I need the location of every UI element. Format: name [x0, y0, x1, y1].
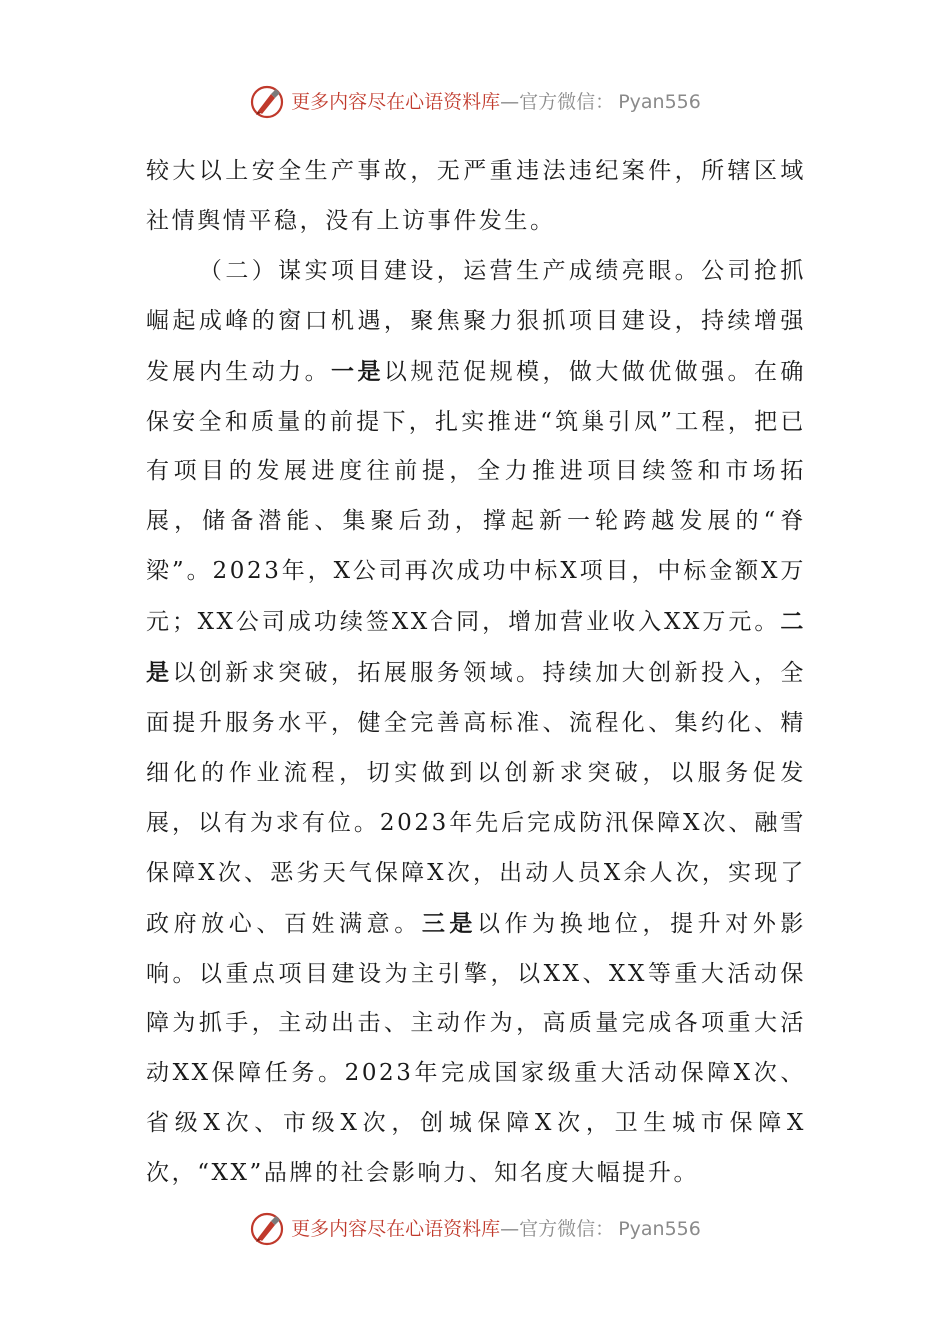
header-banner — [0, 84, 950, 120]
lead-second: 二是 — [146, 608, 806, 687]
pen-nib-logo-icon — [249, 1211, 285, 1247]
banner-text — [291, 1211, 701, 1247]
point-first: 以规范促规模，做大做优做强。在确保安全和质量的前提下，扎实推进“筑巢引凤”工程，把已有项目的发展进度往前提，全力推进项目续签和市场拓展，储备潜能、集聚后劲，撑起新一轮跨越发展的“脊梁”。2023年，X公司再次成功中标X项目，中标金额X万元；XX公司成功续签XX合同，增加营业收入XX万元。 — [146, 358, 806, 636]
banner-wechat-id: Pyan556 — [618, 1218, 701, 1240]
banner-wechat-label: 官方微信： — [519, 91, 615, 113]
banner-site-text: 更多内容尽在心语资料库 — [291, 91, 501, 113]
point-third: 以作为换地位，提升对外影响。以重点项目建设为主引擎，以XX、XX等重大活动保障为抓手，主动出击、主动作为，高质量完成各项重大活动XX保障任务。2023年完成国家级重大活动保障X次、省级X次、市级X次，创城保障X次，卫生城市保障X次，“XX”品牌的社会影响力、知名度大幅提升。 — [146, 910, 807, 1187]
point-second: 以创新求突破，拓展服务领域。持续加大创新投入，全面提升服务水平，健全完善高标准、流程化、集约化、精细化的作业流程，切实做到以创新求突破，以服务促发展，以有为求有位。2023年先后完成防汛保障X次、融雪保障X次、恶劣天气保障X次，出动人员X余人次，实现了政府放心、百姓满意。 — [146, 660, 806, 937]
banner-dash: — — [500, 91, 520, 113]
banner-text — [291, 84, 701, 120]
paragraph-project-construction — [146, 247, 806, 1199]
lead-third: 三是 — [421, 909, 477, 937]
lead-first: 一是 — [331, 357, 384, 385]
banner-wechat-label: 官方微信： — [519, 1218, 615, 1240]
banner-dash: — — [500, 1218, 520, 1240]
section-intro: （二）谋实项目建设，运营生产成绩亮眼。公司抢抓崛起成峰的窗口机遇，聚焦聚力狠抓项目建设，持续增强发展内生动力。 — [146, 257, 806, 385]
pen-nib-logo-icon — [249, 84, 285, 120]
footer-banner — [0, 1211, 950, 1247]
banner-wechat-id: Pyan556 — [618, 91, 701, 113]
paragraph-continued: 较大以上安全生产事故，无严重违法违纪案件，所辖区域社情舆情平稳，没有上访事件发生。 — [146, 158, 806, 234]
banner-site-text: 更多内容尽在心语资料库 — [291, 1218, 501, 1240]
document-body — [146, 147, 806, 1199]
